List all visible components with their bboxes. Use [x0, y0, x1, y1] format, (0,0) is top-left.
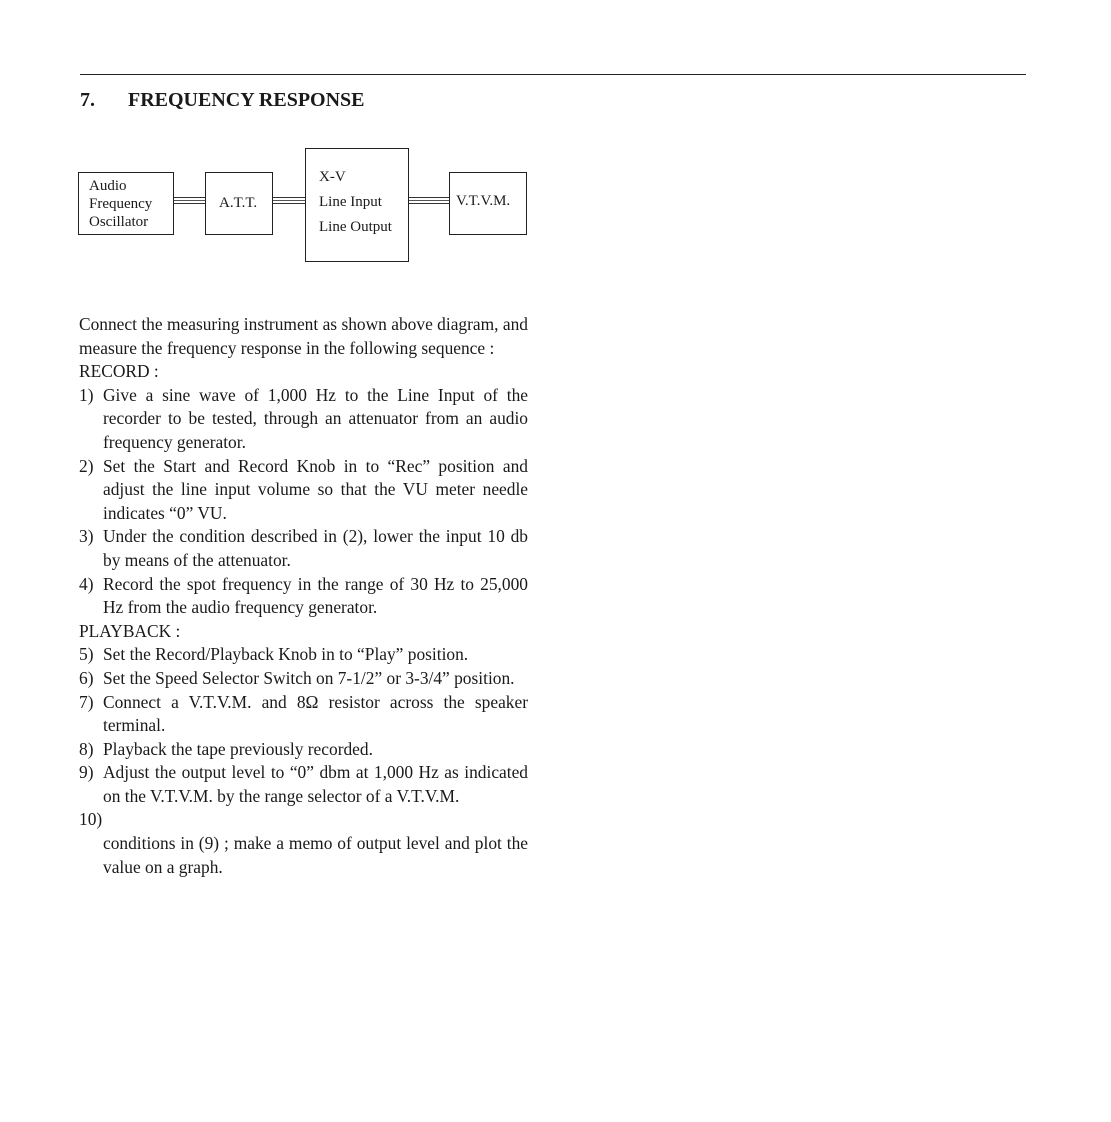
intro-paragraph: Connect the measuring instrument as shown above diagram, and measure the frequency response in the following sequence : — [79, 314, 528, 358]
recorder-label-line: Line Input — [319, 194, 382, 210]
step-number: 1) — [79, 384, 94, 405]
step-item — [79, 761, 528, 808]
oscillator-box — [78, 172, 174, 235]
step-text: conditions in (9) ; make a memo of output level and plot the value on a graph. — [103, 833, 528, 877]
playback-label: PLAYBACK : — [79, 620, 181, 641]
step-text: Set the Speed Selector Switch on 7-1/2” or 3-3/4” position. — [103, 667, 515, 688]
step-item — [79, 384, 528, 455]
section-title — [80, 89, 365, 112]
vtvm-label: V.T.V.M. — [456, 193, 511, 209]
step-item — [79, 808, 528, 879]
step-item — [79, 643, 528, 667]
step-number: 6) — [79, 667, 94, 688]
step-item — [79, 691, 528, 738]
step-number: 7) — [79, 691, 94, 712]
step-text: Adjust the output level to “0” dbm at 1,000 Hz as indicated on the V.T.V.M. by the range selector of a V.T.V.M. — [103, 762, 528, 806]
section-title-text: FREQUENCY RESPONSE — [128, 89, 365, 111]
oscillator-label-line: Oscillator — [89, 214, 149, 230]
step-item — [79, 667, 528, 691]
att-box — [205, 172, 273, 235]
step-number: 8) — [79, 738, 94, 759]
step-number: 9) — [79, 762, 94, 783]
step-text: Playback the tape previously recorded. — [103, 738, 373, 759]
step-text: Set the Record/Playback Knob in to “Play” position. — [103, 644, 469, 665]
record-label: RECORD : — [79, 361, 159, 382]
step-text: Set the Start and Record Knob in to “Rec” position and adjust the line input volume so that the VU meter needle indicates “0” VU. — [103, 455, 528, 523]
step-number: 3) — [79, 526, 94, 547]
recorder-label-line: Line Output — [319, 219, 392, 235]
att-label: A.T.T. — [219, 195, 258, 211]
recorder-box — [305, 148, 409, 262]
step-number: 2) — [79, 455, 94, 476]
connector-oscillator-att — [174, 197, 206, 204]
step-number: 10) — [79, 809, 103, 830]
oscillator-label-line: Audio — [89, 178, 127, 194]
step-blank-line — [103, 808, 528, 832]
step-number: 4) — [79, 573, 94, 594]
section-number: 7. — [80, 89, 95, 111]
step-number: 5) — [79, 644, 94, 665]
header-rule — [80, 74, 1026, 75]
connector-att-recorder — [273, 197, 306, 204]
step-text: Connect a V.T.V.M. and 8Ω resistor across the speaker terminal. — [103, 691, 528, 736]
step-item — [79, 573, 528, 620]
step-text: Give a sine wave of 1,000 Hz to the Line Input of the recorder to be tested, through an attenuator from an audio frequency generator. — [103, 384, 528, 452]
step-text: Record the spot frequency in the range of 30 Hz to 25,000 Hz from the audio frequency generator. — [103, 573, 528, 618]
step-text: Under the condition described in (2), lower the input 10 db by means of the attenuator. — [103, 526, 528, 570]
procedure-text — [79, 313, 528, 879]
recorder-label-line: X-V — [319, 169, 346, 185]
connector-recorder-vtvm — [409, 197, 450, 204]
step-item — [79, 525, 528, 572]
step-item — [79, 738, 528, 762]
oscillator-label-line: Frequency — [89, 196, 153, 212]
step-item — [79, 455, 528, 526]
vtvm-box — [449, 172, 527, 235]
